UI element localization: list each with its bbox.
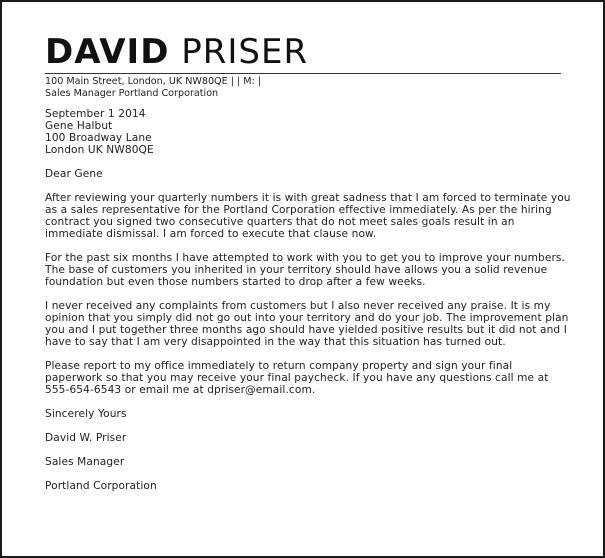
recipient-name: Gene Halbut [45, 120, 113, 132]
valediction: Sincerely Yours [45, 408, 127, 420]
paragraph-4 [45, 360, 565, 396]
paragraph-3 [45, 300, 569, 348]
letter-content [45, 32, 571, 492]
sender-last-name: PRISER [181, 32, 309, 72]
paragraph-line: have to say that I am very disappointed in the way that this situation has turned out. [45, 336, 506, 348]
paragraph-line: After reviewing your quarterly numbers it is with great sadness that I am forced to terminate you [45, 192, 571, 204]
paragraph-2 [45, 252, 565, 288]
paragraph-line: The base of customers you inherited in your territory should have allows you a solid revenue [45, 264, 548, 276]
paragraph-1 [45, 192, 571, 240]
recipient-city: London UK NW80QE [45, 144, 154, 156]
paragraph-line: you and I put together three months ago should have yielded positive results but it did not and I [45, 324, 567, 336]
paragraph-line: For the past six months I have attempted to work with you to get you to improve your numbers. [45, 252, 566, 264]
paragraph-line: contract you signed two consecutive quarters that do not meet sales goals result in an [45, 216, 515, 228]
signer-name: David W. Priser [45, 432, 127, 444]
signer-company: Portland Corporation [45, 480, 157, 492]
sender-contact-line: 100 Main Street, London, UK NW80QE | | M: | [45, 76, 262, 87]
sender-title-line: Sales Manager Portland Corporation [45, 88, 219, 99]
salutation: Dear Gene [45, 168, 103, 180]
paragraph-line: immediate dismissal. I am forced to execute that clause now. [45, 228, 377, 240]
header-divider [45, 73, 561, 74]
paragraph-line: I never received any complaints from customers but I also never received any praise. It is my [45, 300, 551, 312]
paragraph-line: foundation but even those numbers started to drop after a few weeks. [45, 276, 426, 288]
paragraph-line: opinion that you simply did not go out into your territory and do your job. The improvement plan [45, 312, 569, 324]
paragraph-line: paperwork so that you may receive your final paycheck. If you have any questions call me at [45, 372, 549, 384]
paragraph-line: Please report to my office immediately to return company property and sign your final [45, 360, 513, 372]
signer-title: Sales Manager [45, 456, 125, 468]
paragraph-line: 555-654-6543 or email me at dpriser@email.com. [45, 384, 316, 396]
sender-name [45, 32, 565, 72]
paragraph-line: as a sales representative for the Portland Corporation effective immediately. As per the hiring [45, 204, 552, 216]
sender-first-name: DAVID [45, 32, 170, 72]
recipient-street: 100 Broadway Lane [45, 132, 152, 144]
recipient-block [45, 108, 565, 156]
letter-date: September 1 2014 [45, 108, 146, 120]
